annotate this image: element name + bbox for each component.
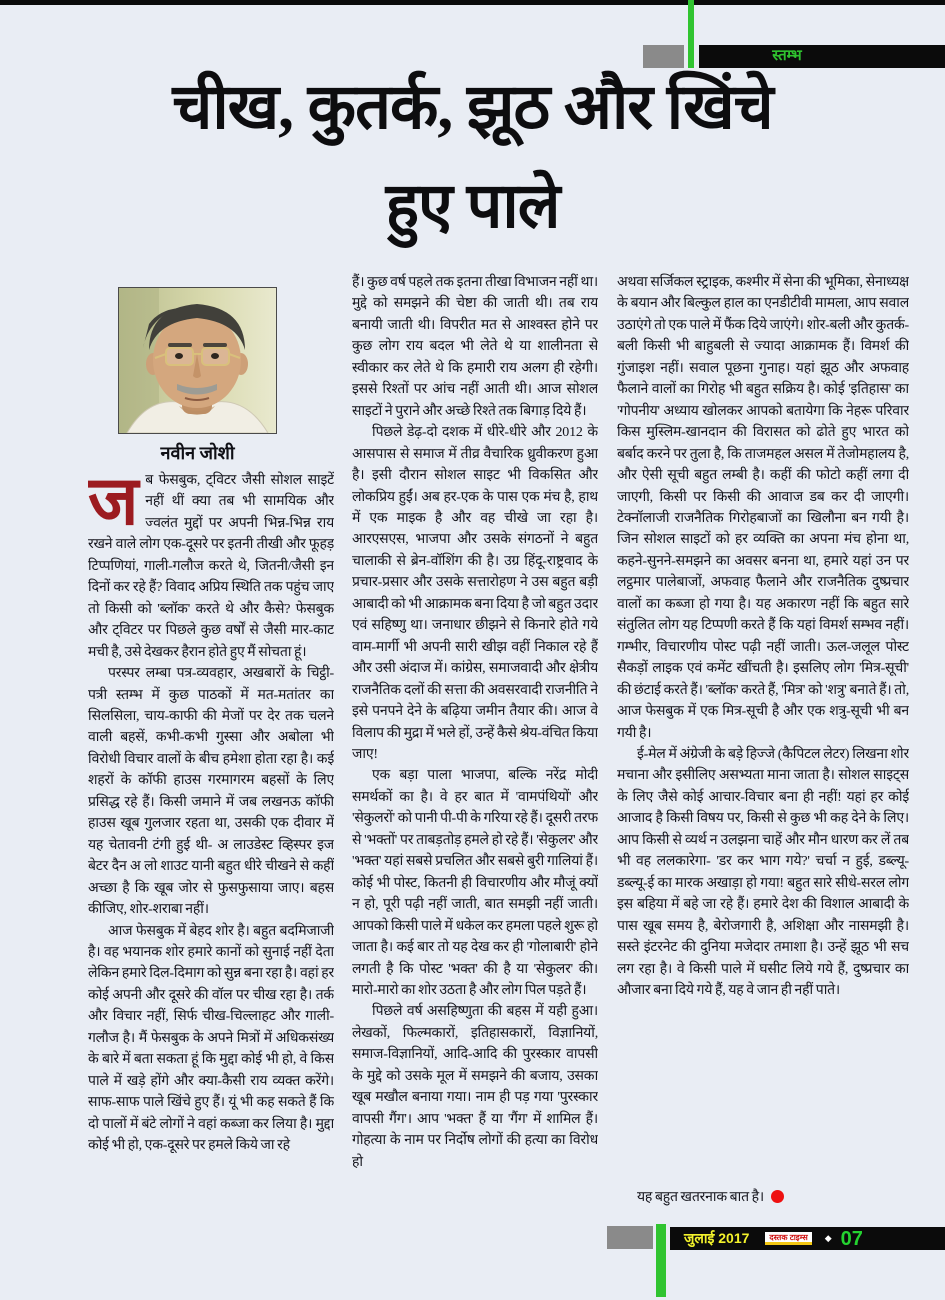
green-accent-bar [656, 1224, 666, 1297]
article-paragraph: परस्पर लम्बा पत्र-व्यवहार, अखबारों के चिट्ठी-पत्री स्तम्भ में कुछ पाठकों में मत-मतांतर का सिलसिला, चाय-काफी की मेजों पर देर तक चलने वाली बहसें, कभी-कभी गुस्सा और अबोला भी विरोधी विचार वालों के बीच हमेशा होता रहा है। कई शहरों के कॉफी हाउस गरमागरम बहसों के लिए प्रसिद्ध रहे हैं। किसी जमाने में जब लखनऊ कॉफी हाउस खूब गुलजार रहता था, उसकी एक दीवार में यह चेतावनी टंगी हुई थी- अ लाउडेस्ट व्हिस्पर इज बेटर दैन अ लो शाउट यानी बहुत धीरे चीखने से कहीं अच्छा है कि खूब जोर से फुसफुसाया जाए। बहस कीजिए, शोर-शराबा नहीं। [88, 666, 334, 918]
gray-chip [607, 1226, 653, 1249]
article-paragraph: अथवा सर्जिकल स्ट्राइक, कश्मीर में सेना की भूमिका, सेनाध्यक्ष के बयान और बिल्कुल हाल का एनडीटीवी मामला, आप सवाल उठाएंगे तो एक पाले में फैंक दिये जाएंगे। शोर-बली और कुतर्क-बली किसी भी बाहुबली से ज्यादा आक्रामक हैं। विमर्श की गुंजाइश नहीं। सवाल पूछना गुनाह। यहां झूठ और अफवाह फैलाने वालों का गिरोह भी बहुत सक्रिय है। कोई 'इतिहास' का 'गोपनीय' अध्याय खोलकर आपको बतायेगा कि नेहरू परिवार किस मुस्लिम-खानदान की विरासत को ढोते हुए भारत को बर्बाद करने पर तुला है, कि ताजमहल असल में तेजोमहालय है, और ऐसी सूची बहुत लम्बी है। कहीं की फोटो कहीं लगा दी जाएगी, किसी पर किसी की आवाज डब कर दी जाएगी। टेक्नॉलाजी राजनैतिक गिरोहबाजों का खिलौना बन गयी है। जिन सोशल साइटों को हर व्यक्ति का अपना मंच होना था, कहने-सुनने-समझने का अवसर बनना था, हमारे यहां उन पर लट्ठमार पालेबाजों, अफवाह फैलाने और राजनैतिक दुष्प्रचार वालों का कब्जा हो गया है। यह अकारण नहीं कि बहुत सारे संतुलित लोग यह टिप्पणी करते हैं कि यहां विमर्श सम्भव नहीं। गम्भीर, विचारणीय पोस्ट पढ़ी नहीं जाती। ऊल-जलूल पोस्ट सैकड़ों लाइक एवं कमेंट खींचती है। इसलिए लोग 'मित्र-सूची' की छंटाई करते हैं। 'ब्लॉक' करते हैं, 'मित्र' को 'शत्रु' बनाते हैं। तो, आज फेसबुक में एक मित्र-सूची है और एक शत्रु-सूची भी बन गयी है। [617, 275, 909, 741]
author-name: नवीन जोशी [160, 443, 235, 463]
magazine-logo: दस्तक टाइम्स [765, 1232, 811, 1245]
article-closing-line [617, 1187, 909, 1208]
top-rule [0, 0, 945, 5]
article-paragraph: पिछले वर्ष असहिष्णुता की बहस में यही हुआ। लेखकों, फिल्मकारों, इतिहासकारों, विज्ञानियों, समाज-विज्ञानियों, आदि-आदि की पुरस्कार वापसी के मुद्दे को उसके मूल में समझने की बजाय, उसका खूब मखौल बनाया गया। नाम ही पड़ गया 'पुरस्कार वापसी गैंग'। आप 'भक्त' हैं या 'गैंग' में शामिल हैं। गोहत्या के नाम पर निर्दोष लोगों की हत्या का विरोध हो [352, 1004, 598, 1170]
article-paragraph: ई-मेल में अंग्रेजी के बड़े हिज्जे (कैपिटल लेटर) लिखना शोर मचाना और इसीलिए असभ्यता माना जाता है। सोशल साइट्स के लिए जैसे कोई आचार-विचार बना ही नहीं! यहां हर कोई आजाद है किसी विषय पर, किसी से कुछ भी कह देने के लिए। आप किसी से व्यर्थ न उलझना चाहें और मौन धारण कर लें तब भी वह ललकारेगा- 'डर कर भाग गये?' चर्चा न हुई, डब्ल्यू-डब्ल्यू-ई का मारक अखाड़ा हो गया! बहुत सारे सीधे-सरल लोग इस बहिया में बहे जा रहे हैं। हमारे देश की विशाल आबादी के पास खूब समय है, बेरोजगारी है, अशिक्षा और नासमझी है। सस्ते इंटरनेट की दुनिया मजेदार तमाशा है। उन्हें झूठ भी सच लग रहा है। वे किसी पाले में घसीट लिये गये हैं, दुष्प्रचार का औजार बना दिये गये हैं, यह वे जान ही नहीं पाते। [617, 746, 909, 998]
article-column-1 [88, 470, 334, 1212]
article-paragraph: आज फेसबुक में बेहद शोर है। बहुत बदमिजाजी है। वह भयानक शोर हमारे कानों को सुनाई नहीं देता लेकिन हमारे दिल-दिमाग को सुन्न बना रहा है। वहां हर कोई अपनी और दूसरे की वॉल पर चीख रहा है। तर्क और विचार नहीं, सिर्फ चीख-चिल्लाहट और गाली-गलौज है। मैं फेसबुक के अपने मित्रों में अधिकसंख्य के बारे में बता सकता हूं कि मुद्दा कोई भी हो, वे किस पाले में खड़े होंगे और क्या-कैसी राय व्यक्त करेंगे। साफ-साफ पाले खिंचे हुए हैं। यूं भी कह सकते हैं कि दो पालों में बंटे लोगों ने वहां कब्जा कर लिया है। मुद्दा कोई भी हो, एक-दूसरे पर हमले किये जा रहे [88, 923, 334, 1154]
article-paragraph [88, 470, 334, 663]
author-photo [118, 287, 277, 434]
paragraph-text: यह बहुत खतरनाक बात है। [637, 1189, 765, 1205]
article-column-3 [617, 272, 909, 1210]
article-headline [0, 58, 945, 256]
article-paragraph: एक बड़ा पाला भाजपा, बल्कि नरेंद्र मोदी समर्थकों का है। वे हर बात में 'वामपंथियों' और 'सेकुलरों' को पानी पी-पी के गरिया रहे हैं। दूसरी तरफ से 'भक्तों' पर ताबड़तोड़ हमले हो रहे हैं। 'सेकुलर' और 'भक्त' यहां सबसे प्रचलित और सबसे बुरी गालियां हैं। कोई भी पोस्ट, कितनी ही विचारणीय और मौजूं क्यों न हो, पूरी पढ़ी नहीं जाती, बात समझी नहीं जाती। आपको किसी पाले में धकेल कर हमला पहले शुरू हो जाता है। कई बार तो यह देख कर ही 'गोलाबारी' होने लगती है कि पोस्ट 'भक्त' की है या 'सेकुलर' की। मारो-मारो का शोर उठता है और लोग पिल पड़ते हैं। [352, 768, 598, 998]
headline-line2: हुए पाले [385, 171, 560, 241]
page-number: 07 [840, 1227, 863, 1250]
article-paragraph: हैं। कुछ वर्ष पहले तक इतना तीखा विभाजन नहीं था। मुद्दे को समझने की चेष्टा की जाती थी। तब राय बनायी जाती थी। विपरीत मत से आश्वस्त होने पर कुछ लोग राय बदल भी लेते थे या शालीनता से स्वीकार कर लेते थे कि हमारी राय अलग ही रहेगी। इससे रिश्तों पर आंच नहीं आती थी। आज सोशल साइटों ने पुराने और अच्छे रिश्ते तक बिगाड़ दिये हैं। [352, 275, 598, 419]
section-tag-label: स्तम्भ [772, 48, 802, 64]
author-portrait-illustration [119, 288, 276, 433]
article-column-2 [352, 272, 598, 1210]
article-paragraph: पिछले डेढ़-दो दशक में धीरे-धीरे और 2012 के आसपास से समाज में तीव्र वैचारिक ध्रुवीकरण हुआ है। इसी दौरान सोशल साइट भी विकसित और लोकप्रिय हुईं। अब हर-एक के पास एक मंच है, हाथ में एक माइक है और वह चीखे जा रहा है। आरएसएस, भाजपा और उसके संगठनों ने बहुत चालाकी से ब्रेन-वॉशिंग की है। उग्र हिंदू-राष्ट्रवाद के प्रचार-प्रसार और उसके सत्तारोहण ने उस बहुत बड़ी आबादी को भी आक्रामक बना दिया है जो बहुत उदार एवं सहिष्णु था। जनाधार छीझने से किनारे होते गये वाम-मार्गी भी अपनी सारी खीझ वहीं निकाल रहे हैं और उसी अंदाज में। कांग्रेस, समाजवादी और क्षेत्रीय राजनैतिक दलों की सत्ता की अवसरवादी राजनीति ने इसे पनपने देने के बढ़िया जमीन तैयार की। आज वे विलाप की मुद्रा में भले हों, उन्हें कैसे श्रेय-वंचित किया जाए! [352, 425, 598, 762]
paragraph-text: ब फेसबुक, ट्विटर जैसी सोशल साइटें नहीं थीं क्या तब भी सामयिक और ज्वलंत मुद्दों पर अपनी भिन्न-भिन्न राय रखने वाले लोग एक-दूसरे पर इतनी तीखी और फूहड़ टिप्पणियां, गाली-गलौज करते थे, जितनी/जैसी इन दिनों कर रहे हैं? विवाद अप्रिय स्थिति तक पहुंच जाए तो किसी को 'ब्लॉक' करते थे और कैसे? फेसबुक और ट्विटर पर पिछले कुछ वर्षों से जैसी मार-काट मची है, उसे देखकर हैरान होते हुए मैं सोचता हूं। [88, 473, 334, 660]
end-mark-dot [771, 1190, 784, 1203]
headline-line1: चीख, कुतर्क, झूठ और खिंचे [172, 72, 773, 142]
footer-bar [670, 1227, 945, 1250]
footer-separator-icon: ◆ [824, 1233, 832, 1243]
drop-cap: ज [88, 470, 139, 539]
author-block [118, 287, 277, 465]
issue-month: जुलाई 2017 [684, 1230, 750, 1246]
